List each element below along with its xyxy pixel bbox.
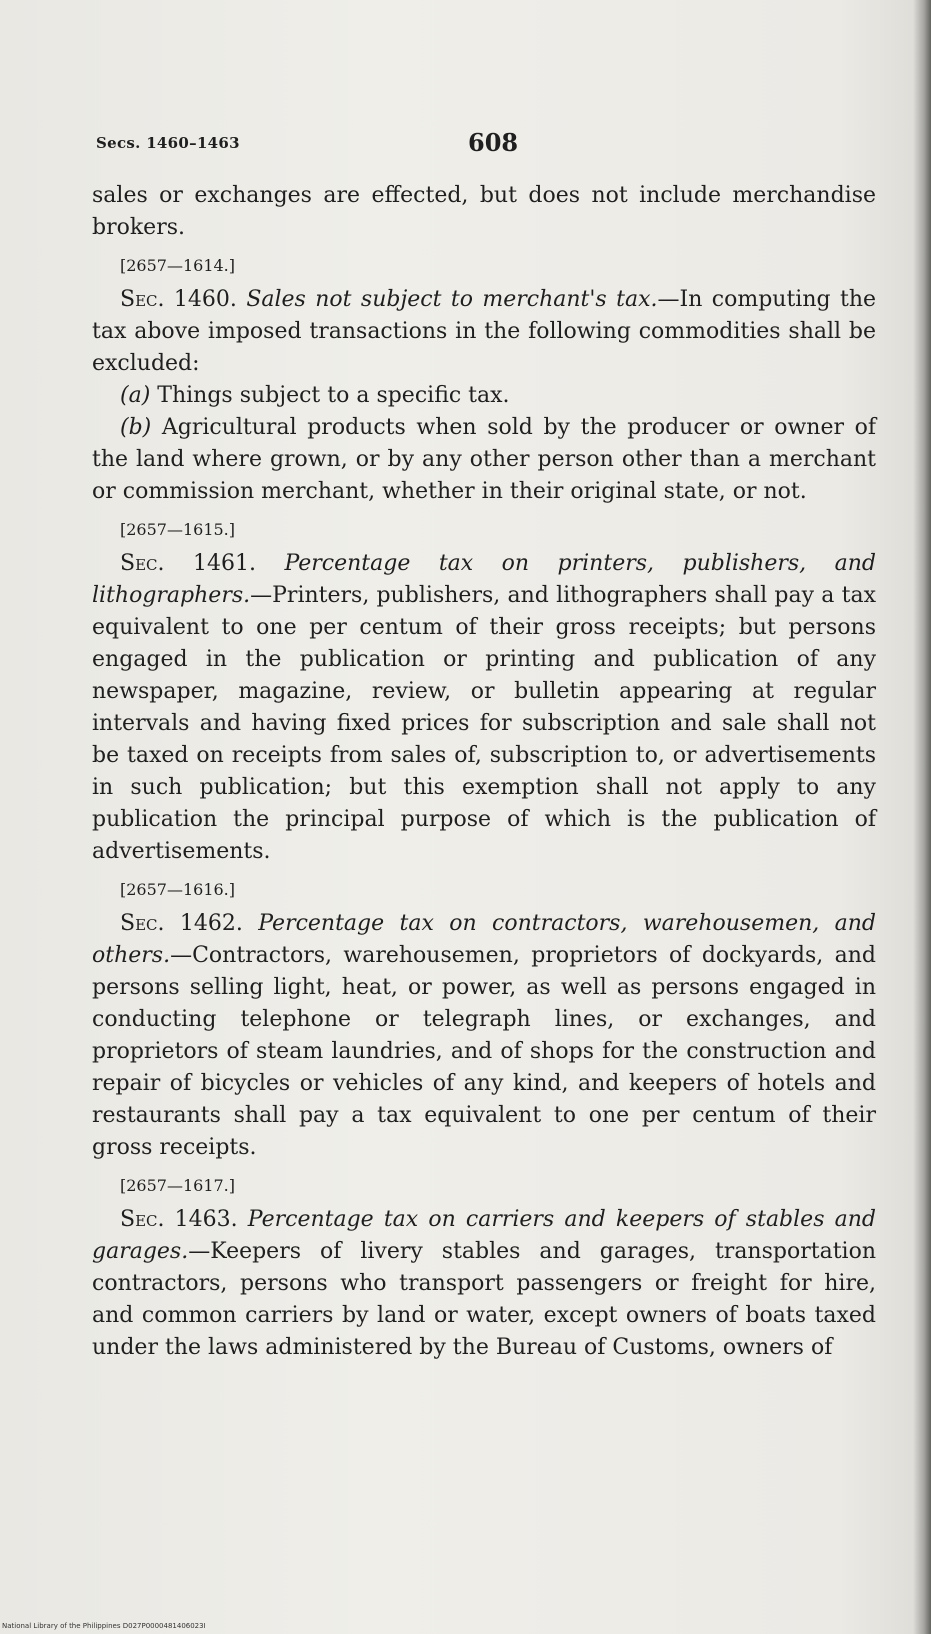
- section-title: Percentage tax on carriers and keepers of stables and garages.: [92, 1207, 876, 1264]
- section-1463: [92, 1204, 876, 1364]
- section-1462: [92, 908, 876, 1164]
- section-text: —In computing the tax above imposed transactions in the following commodities shall be excluded:: [92, 287, 877, 376]
- page-number: 608: [468, 128, 519, 157]
- section-label: Sec. 1460.: [120, 287, 237, 312]
- citation-1617: [2657—1617.]: [120, 1176, 236, 1195]
- citation-1615: [2657—1615.]: [120, 520, 236, 539]
- page-edge-shadow: [913, 0, 931, 1634]
- running-head: Secs. 1460–1463: [96, 134, 240, 152]
- section-1461: [92, 548, 876, 868]
- section-label: Sec. 1462.: [120, 911, 243, 936]
- section-text: —Contractors, warehousemen, proprietors of dockyards, and persons selling light, heat, or power, as well as persons engaged in conducting telephone or telegraph lines, or exchanges, and proprietors of steam laundries, and of shops for the construction and repair of bicycles or vehicles of any kind, and keepers of hotels and restaurants shall pay a tax equivalent to one per centum of their gross receipts.: [92, 943, 876, 1160]
- list-item-b: [92, 412, 876, 508]
- item-text: Agricultural products when sold by the producer or owner of the land where grown, or by any other person other than a merchant or commission merchant, whether in their original state, or not.: [92, 415, 876, 504]
- scan-footer: National Library of the Philippines D027P0000481406023I: [2, 1622, 206, 1630]
- paragraph-continuation: sales or exchanges are effected, but does not include merchandise brokers.: [92, 183, 876, 240]
- section-title: Percentage tax on printers, publishers, and lithographers.: [92, 551, 877, 608]
- section-text: —Keepers of livery stables and garages, transportation contractors, persons who transport passengers or freight for hire, and common carriers by land or water, except owners of boats taxed under the laws administered by the Bureau of Customs, owners of: [92, 1239, 876, 1360]
- item-marker: (b): [120, 415, 152, 440]
- section-1460: [92, 284, 876, 380]
- section-text: —Printers, publishers, and lithographers shall pay a tax equivalent to one per centum of their gross receipts; but persons engaged in the publication or printing and publication of any newspaper, magazine, review, or bulletin appearing at regular intervals and having fixed prices for subscription and sale shall not be taxed on receipts from sales of, subscription to, or advertisements in such publication; but this exemption shall not apply to any publication the principal purpose of which is the publication of advertisements.: [92, 583, 876, 864]
- section-title: Sales not subject to merchant's tax.: [246, 287, 658, 312]
- section-label: Sec. 1461.: [120, 551, 256, 576]
- body-text: [92, 180, 876, 1364]
- section-label: Sec. 1463.: [120, 1207, 238, 1232]
- list-item-a: [92, 380, 876, 412]
- page-header: [96, 128, 876, 164]
- item-marker: (a): [120, 383, 151, 408]
- section-title: Percentage tax on contractors, warehousemen, and others.: [92, 911, 876, 968]
- citation-1616: [2657—1616.]: [120, 880, 236, 899]
- citation-1614: [2657—1614.]: [120, 256, 236, 275]
- item-text: Things subject to a specific tax.: [157, 383, 510, 408]
